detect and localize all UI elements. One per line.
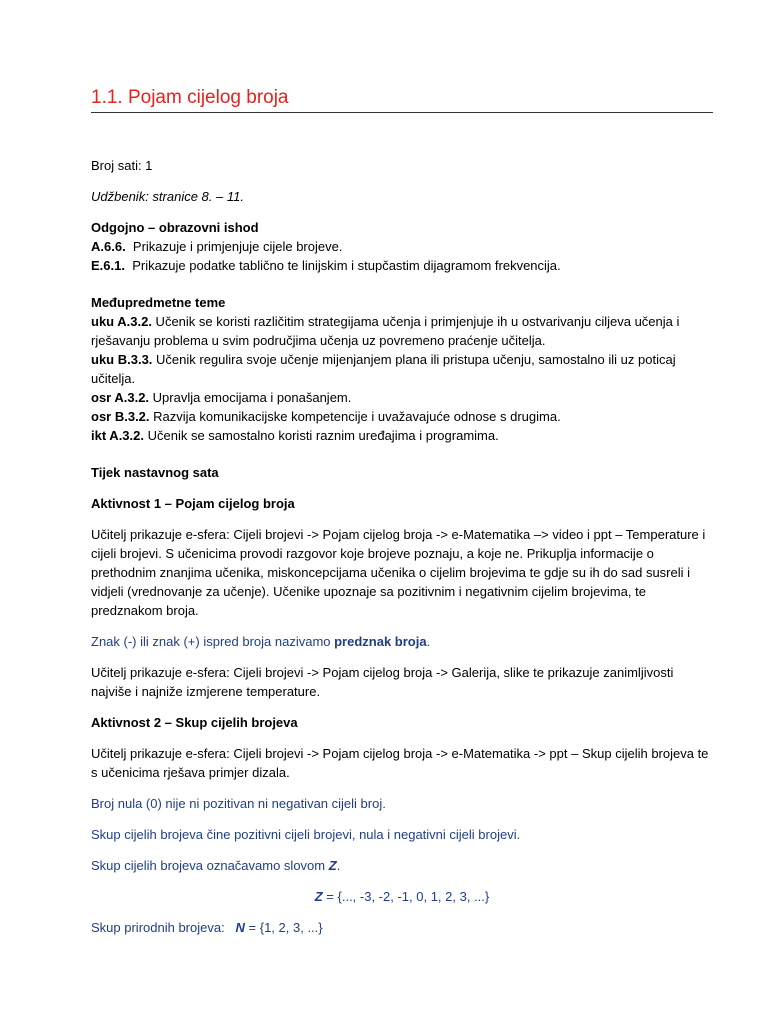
natural-numbers-text: Skup prirodnih brojeva: bbox=[91, 920, 236, 935]
topic-code: osr A.3.2. bbox=[91, 390, 150, 405]
lesson-flow-heading: Tijek nastavnog sata bbox=[91, 465, 219, 480]
sign-term: predznak broja bbox=[334, 634, 427, 649]
sign-definition-text: Znak (-) ili znak (+) ispred broja nazivamo bbox=[91, 634, 335, 649]
cross-curricular-item bbox=[91, 407, 713, 426]
activity1-heading: Aktivnost 1 – Pojam cijelog broja bbox=[91, 496, 295, 511]
page-title: 1.1. Pojam cijelog broja bbox=[91, 86, 713, 113]
formula-set: = {..., -3, -2, -1, 0, 1, 2, 3, ...} bbox=[322, 889, 490, 904]
integers-symbol-line bbox=[91, 856, 713, 875]
integers-set-formula bbox=[91, 887, 713, 906]
formula-symbol: Z bbox=[314, 889, 323, 904]
integers-symbol-text: Skup cijelih brojeva označavamo slovom bbox=[91, 858, 329, 873]
cross-curricular-item bbox=[91, 312, 713, 350]
activity2-heading: Aktivnost 2 – Skup cijelih brojeva bbox=[91, 715, 298, 730]
sign-definition bbox=[91, 632, 713, 651]
outcome-item bbox=[91, 237, 713, 256]
document-body bbox=[91, 156, 713, 937]
integers-symbol: Z bbox=[328, 858, 337, 873]
outcome-code: E.6.1. bbox=[91, 258, 125, 273]
integers-definition: Skup cijelih brojeva čine pozitivni cijeli brojevi, nula i negativni cijeli brojevi. bbox=[91, 827, 521, 842]
activity2-paragraph: Učitelj prikazuje e-sfera: Cijeli brojevi -> Pojam cijelog broja -> e-Matematika -> ppt – Skup cijelih brojeva te s učenicima rješava primjer dizala. bbox=[91, 746, 709, 780]
topic-text: Učenik se koristi različitim strategijama učenja i primjenjuje ih u ostvarivanju ciljeva učenja i rješavanju problema u svim područjima učenja uz povremeno praćenje učitelja. bbox=[91, 314, 680, 348]
natural-numbers-line bbox=[91, 918, 713, 937]
natural-symbol: N bbox=[235, 920, 245, 935]
cross-curricular-heading: Međupredmetne teme bbox=[91, 295, 226, 310]
topic-text: Učenik se samostalno koristi raznim uređajima i programima. bbox=[143, 428, 499, 443]
outcome-text: Prikazuje podatke tablično te linijskim i stupčastim dijagramom frekvencija. bbox=[124, 258, 561, 273]
cross-curricular-item bbox=[91, 350, 713, 388]
outcome-heading: Odgojno – obrazovni ishod bbox=[91, 220, 259, 235]
outcome-item bbox=[91, 256, 713, 275]
topic-text: Razvija komunikacijske kompetencije i uvažavajuće odnose s drugima. bbox=[149, 409, 561, 424]
outcome-code: A.6.6. bbox=[91, 239, 126, 254]
lesson-hours: Broj sati: 1 bbox=[91, 158, 153, 173]
topic-code: ikt A.3.2. bbox=[91, 428, 144, 443]
cross-curricular-item bbox=[91, 388, 713, 407]
topic-code: uku A.3.2. bbox=[91, 314, 152, 329]
outcome-text: Prikazuje i primjenjuje cijele brojeve. bbox=[125, 239, 343, 254]
topic-code: uku B.3.3. bbox=[91, 352, 153, 367]
topic-text: Učenik regulira svoje učenje mijenjanjem plana ili pristupa učenju, samostalno ili uz poticaj učitelja. bbox=[91, 352, 676, 386]
activity1-paragraph-2: Učitelj prikazuje e-sfera: Cijeli brojevi -> Pojam cijelog broja -> Galerija, slike te prikazuje zanimljivosti najviše i najniže izmjerene temperature. bbox=[91, 665, 674, 699]
cross-curricular-item bbox=[91, 426, 713, 445]
zero-definition: Broj nula (0) nije ni pozitivan ni negativan cijeli broj. bbox=[91, 796, 386, 811]
sign-definition-end: . bbox=[426, 634, 431, 649]
textbook-pages: Udžbenik: stranice 8. – 11. bbox=[91, 189, 244, 204]
activity1-paragraph: Učitelj prikazuje e-sfera: Cijeli brojevi -> Pojam cijelog broja -> e-Matematika –> video i ppt – Temperature i cijeli brojevi. S učenicima provodi razgovor koje brojeve poznaju, a koje ne. Prikuplja informacije o prethodnim znanjima učenika, miskoncepcijama učenika o cijelim brojevima te gdje su ih do sad susreli i vidjeli (vrednovanje za učenje). Učenike upoznaje sa pozitivnim i negativnim cijelim brojevima, te predznakom broja. bbox=[91, 527, 706, 618]
natural-set: = {1, 2, 3, ...} bbox=[244, 920, 323, 935]
topic-text: Upravlja emocijama i ponašanjem. bbox=[149, 390, 352, 405]
integers-symbol-end: . bbox=[336, 858, 341, 873]
topic-code: osr B.3.2. bbox=[91, 409, 150, 424]
